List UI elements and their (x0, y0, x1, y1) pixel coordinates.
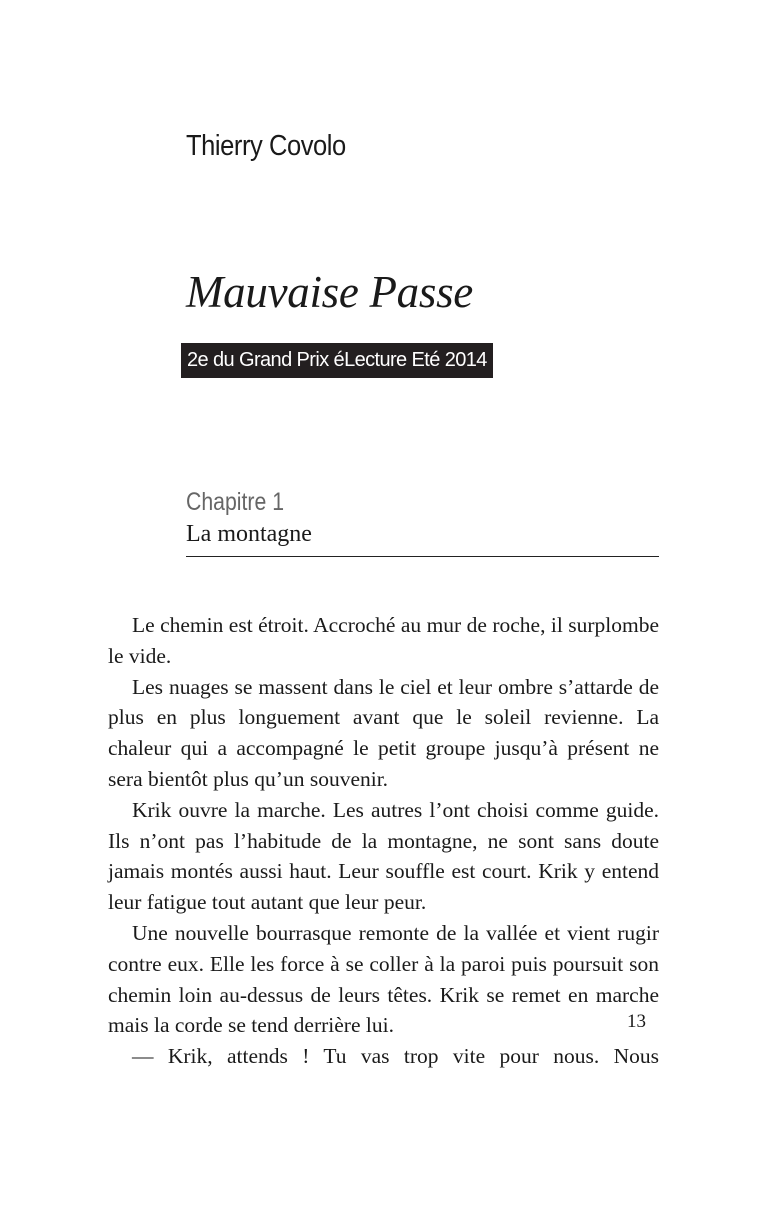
paragraph: Krik ouvre la marche. Les autres l’ont choisi comme guide. Ils n’ont pas l’habitude de la montagne, ne sont sans doute jamais montés aussi haut. Leur souffle est court. Krik y entend leur fatigue tout autant que leur peur. (108, 797, 659, 915)
book-title: Mauvaise Passe (186, 267, 473, 317)
paragraph: Le chemin est étroit. Accroché au mur de roche, il surplombe le vide. (108, 613, 659, 668)
paragraph: — Krik, attends ! Tu vas trop vite pour nous. Nous (132, 1044, 659, 1069)
chapter-title: La montagne (186, 521, 312, 547)
chapter-number: Chapitre 1 (186, 488, 285, 516)
prize-badge: 2e du Grand Prix éLecture Eté 2014 (181, 343, 493, 378)
paragraph: Les nuages se massent dans le ciel et leur ombre s’attarde de plus en plus longuement avant que le soleil revienne. La chaleur qui a accompagné le petit groupe jusqu’à présent ne sera bientôt plus qu’un souvenir. (108, 674, 659, 791)
author-name: Thierry Covolo (186, 130, 346, 162)
body-text (108, 610, 659, 1072)
chapter-divider (186, 556, 659, 557)
paragraph: Une nouvelle bourrasque remonte de la vallée et vient rugir contre eux. Elle les force à se coller à la paroi puis poursuit son chemin loin au-dessus de leurs têtes. Krik se remet en marche mais la corde se tend derrière lui. (108, 920, 659, 1038)
page-number: 13 (627, 1011, 646, 1032)
